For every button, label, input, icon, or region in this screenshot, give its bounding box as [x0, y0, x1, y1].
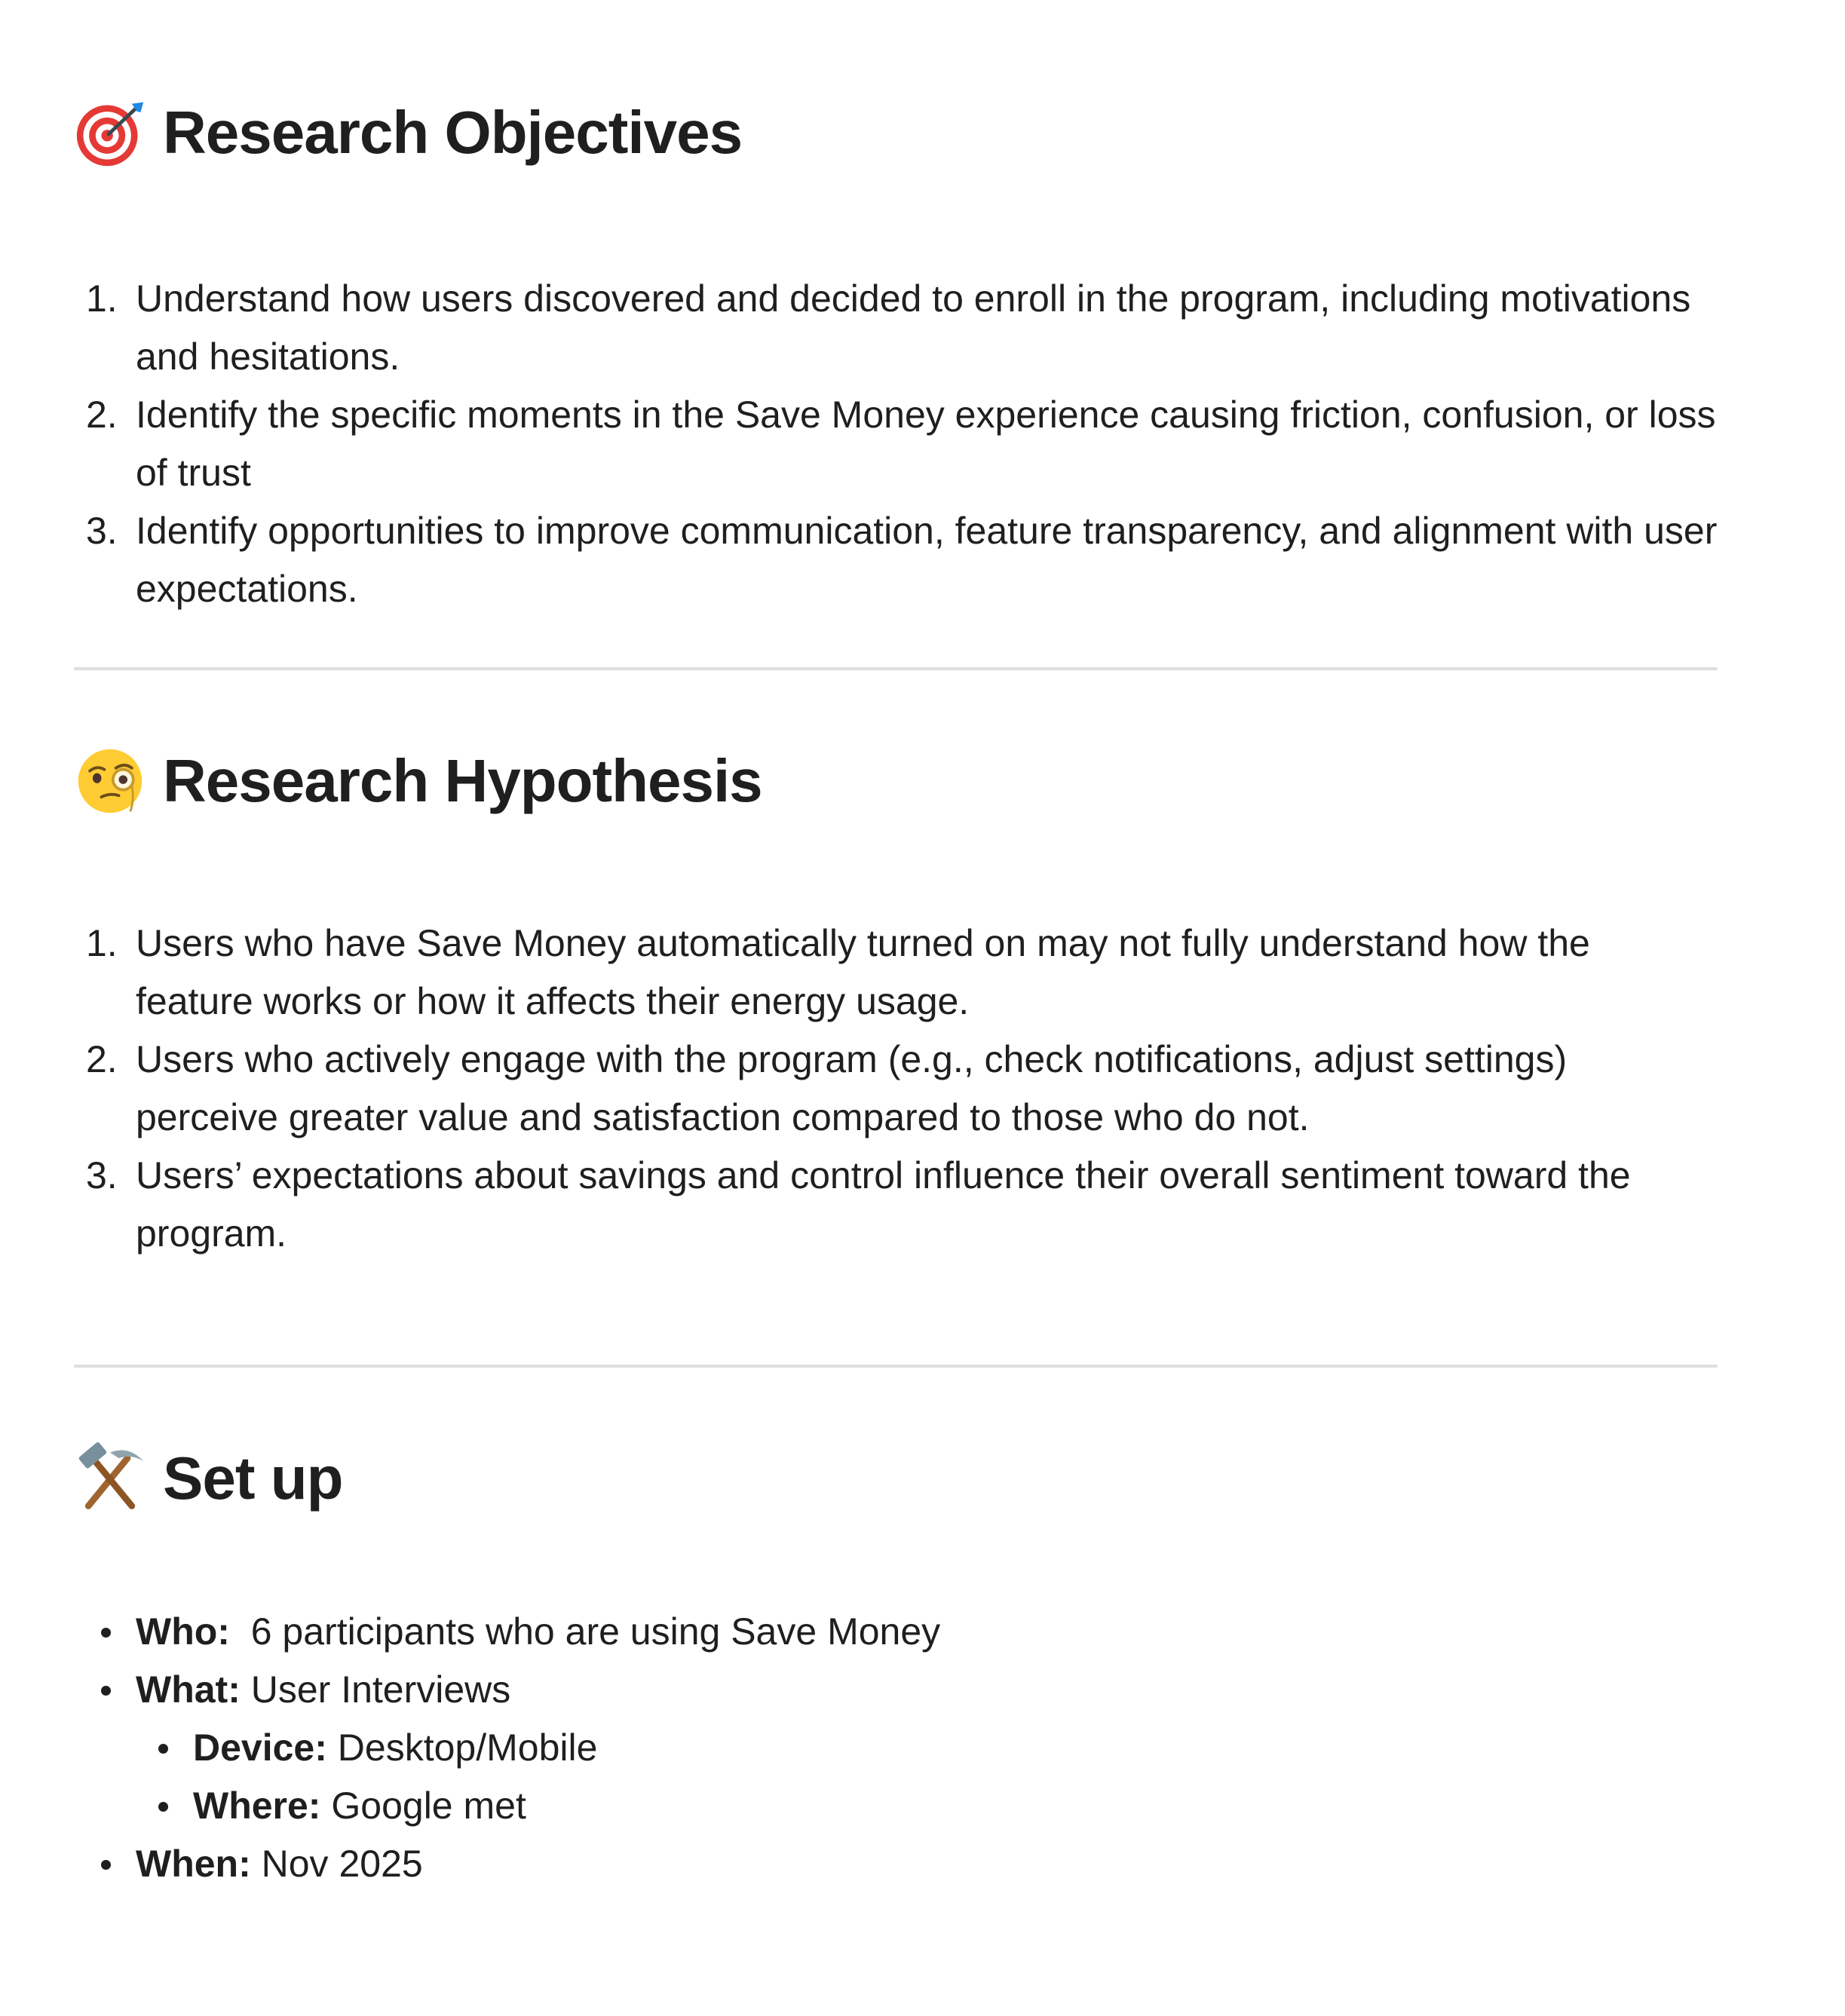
list-item: What: User Interviews: [74, 1661, 940, 1719]
bullet: [101, 1628, 111, 1638]
objectives-heading: [74, 97, 742, 169]
setup-heading: [74, 1442, 342, 1515]
hypothesis-heading: [74, 745, 762, 817]
setup-list: [74, 1603, 940, 1893]
list-item: When: Nov 2025: [74, 1835, 940, 1893]
hypothesis-list: [74, 915, 1718, 1263]
bullet: [101, 1686, 111, 1696]
list-item: 1. Understand how users discovered and decided to enroll in the program, including motivations and hesitations.: [86, 277, 1691, 378]
objectives-list: [74, 270, 1718, 618]
divider: [74, 667, 1718, 670]
list-item: Where: Google met: [74, 1777, 940, 1835]
bullet: [158, 1744, 168, 1754]
divider: [74, 1365, 1718, 1368]
setup-title: Set up: [163, 1445, 343, 1512]
objectives-title: Research Objectives: [163, 99, 743, 166]
list-item: Device: Desktop/Mobile: [74, 1719, 940, 1777]
list-item: 1. Users who have Save Money automatically turned on may not fully understand how the feature works or how it affects their energy usage.: [86, 922, 1590, 1022]
bullet: [158, 1802, 168, 1812]
monocle-face-icon: [74, 745, 146, 817]
hammer-and-pick-icon: [74, 1442, 146, 1515]
bullet: [101, 1860, 111, 1870]
target-icon: [74, 97, 146, 169]
list-item: 3. Identify opportunities to improve communication, feature transparency, and alignment with user expectations.: [86, 510, 1718, 610]
list-item: 2. Identify the specific moments in the Save Money experience causing friction, confusion, or loss of trust: [86, 394, 1716, 494]
list-item: 3. Users’ expectations about savings and control influence their overall sentiment toward the program.: [86, 1154, 1631, 1255]
list-item: 2. Users who actively engage with the program (e.g., check notifications, adjust settings) perceive greater value and satisfaction compared to those who do not.: [86, 1038, 1568, 1138]
hypothesis-title: Research Hypothesis: [163, 747, 762, 814]
list-item: Who: 6 participants who are using Save Money: [74, 1603, 940, 1661]
